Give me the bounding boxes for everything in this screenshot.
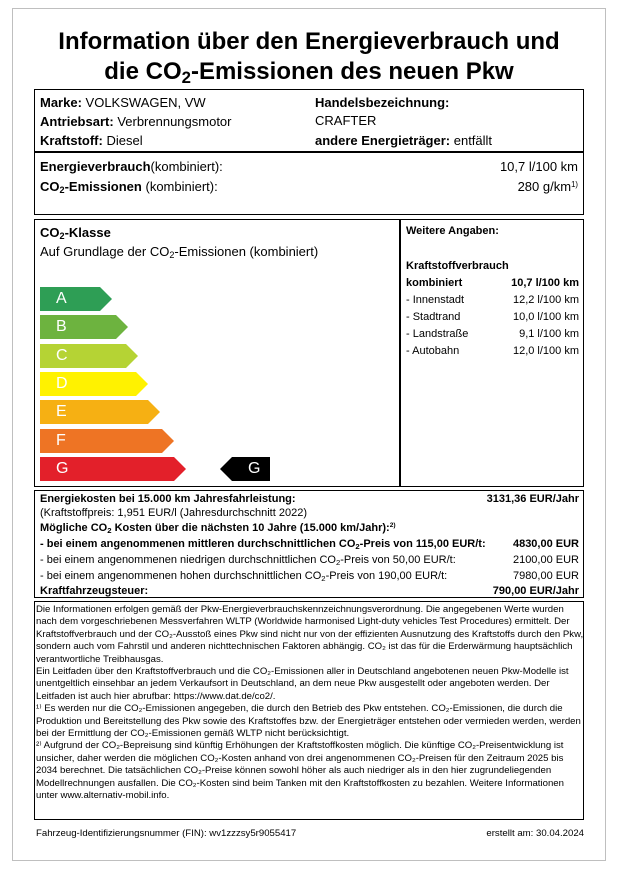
class-arrow-c-label: C bbox=[56, 347, 68, 364]
class-arrow-a-label: A bbox=[56, 290, 67, 307]
class-arrow-e-label: E bbox=[56, 403, 67, 420]
class-arrow-g bbox=[40, 457, 186, 481]
trade-name-value: CRAFTER bbox=[315, 113, 377, 128]
legal-paragraph-2: Ein Leitfaden über den Kraftstoffverbrauch und die CO₂-Emissionen aller in Deutschland angebotenen neuen Pkw-Modelle ist unentgeltlich einsehbar an jedem Verkaufsort in Deutschland, an dem neue Pkw ausgestellt oder angeboten werden. Der Leitfaden ist auch hier abrufbar: https://www.dat.de/co2/. bbox=[36, 666, 569, 702]
fuel-price-note: (Kraftstoffpreis: 1,951 EUR/l (Jahresdurchschnitt 2022) bbox=[40, 507, 307, 519]
brand-label: Marke: bbox=[40, 95, 82, 110]
fuel-consumption-heading: Kraftstoffverbrauch bbox=[406, 260, 509, 272]
class-arrow-d bbox=[40, 372, 148, 396]
class-arrow-c-fill bbox=[40, 344, 138, 368]
trade-name-label: Handelsbezeichnung: bbox=[315, 95, 450, 110]
energy-costs-value: 3131,36 EUR/Jahr bbox=[486, 493, 579, 505]
legal-footnote-1: ¹⁾ Es werden nur die CO₂-Emissionen angegeben, die durch den Betrieb des Pkw entstehen. CO₂-Emissionen, die durch die Produktion und Bereitstellung des Pkw sowie des Kraftstoffes bzw. der Energieträger entstehen oder vermieden werden, werden bei der Ermittlung der CO₂-Emissionen gemäß WLTP nicht berücksichtigt. bbox=[36, 703, 581, 740]
class-arrow-b-label: B bbox=[56, 318, 67, 335]
other-energy-row bbox=[315, 133, 492, 149]
energy-consumption-row bbox=[40, 159, 223, 175]
class-arrow-b-shape bbox=[40, 315, 128, 339]
fuel-row bbox=[40, 133, 143, 149]
legal-footnote-2: ²⁾ Aufgrund der CO₂-Bepreisung sind künftig Erhöhungen der Kraftstoffkosten möglich. Die künftige CO₂-Preisentwicklung ist unsicher, daher werden die möglichen CO₂-Kosten anhand von drei angenommenen CO₂-Preisen für den Zeitraum 2025 bis 2034 berechnet. Die tatsächlichen CO₂-Preise können sowohl höher als auch niedriger als in den hier zugrundeliegenden Modellrechnungen ausfallen. Die CO₂-Kosten sind beim Tanken mit den Kraftstoffkosten zu bezahlen. Weitere Informationen unter www.alternativ-mobil.info. bbox=[36, 740, 564, 802]
combined-label: kombiniert bbox=[406, 277, 463, 289]
class-arrow-b bbox=[40, 315, 128, 339]
co2-cost-low-value: 2100,00 EUR bbox=[512, 554, 579, 566]
motorway-value: 12,0 l/100 km bbox=[512, 345, 579, 357]
vin-label: Fahrzeug-Identifizierungsnummer (FIN): bbox=[36, 828, 207, 839]
co2-emissions-suffix: (kombiniert): bbox=[145, 179, 218, 194]
co2-cost-low-label: - bei einem angenommenen niedrigen durchschnittlichen $CO_2$-Preis von 50,00 EUR/t: bbox=[40, 554, 456, 567]
vehicle-tax-value: 790,00 EUR/Jahr bbox=[492, 585, 579, 597]
city-label: - Innenstadt bbox=[406, 294, 465, 306]
co2-emissions-value: 280 $g/km^{1)}$ bbox=[517, 179, 578, 194]
energy-consumption-suffix: (kombiniert): bbox=[150, 159, 223, 174]
class-arrow-c bbox=[40, 344, 138, 368]
rural-value: 9,1 l/100 km bbox=[519, 328, 579, 340]
title-line-1: Information über den Energieverbrauch und bbox=[58, 28, 560, 55]
motorway-label: - Autobahn bbox=[406, 345, 460, 357]
vin-row bbox=[36, 828, 296, 840]
further-details-heading: Weitere Angaben: bbox=[406, 225, 499, 237]
drive-value: Verbrennungsmotor bbox=[117, 114, 232, 129]
other-energy-label: andere Energieträger: bbox=[315, 133, 451, 148]
class-arrow-b-fill bbox=[40, 315, 128, 339]
current-class-marker-label: G bbox=[248, 460, 261, 477]
suburban-label: - Stadtrand bbox=[406, 311, 461, 323]
co2-cost-mid-value: 4830,00 EUR bbox=[512, 538, 579, 550]
created-label: erstellt am: bbox=[486, 828, 534, 839]
page-title bbox=[0, 27, 618, 89]
drive-label: Antriebsart: bbox=[40, 114, 114, 129]
energy-consumption-label: Energieverbrauch bbox=[40, 159, 151, 174]
brand-row bbox=[40, 95, 206, 111]
combined-value: 10,7 l/100 km bbox=[511, 277, 579, 289]
brand-value: VOLKSWAGEN, VW bbox=[85, 95, 206, 110]
co2-class-heading: $CO_2$-Klasse bbox=[40, 225, 111, 242]
rural-label: - Landstraße bbox=[406, 328, 469, 340]
created-value: 30.04.2024 bbox=[535, 828, 584, 839]
possible-co2-costs-label: Mögliche $CO_2$ Kosten über die nächsten 10 Jahre (15.000 km/Jahr):$^{2)}$ bbox=[40, 522, 396, 535]
class-arrow-a-fill bbox=[40, 287, 112, 311]
legal-notes bbox=[36, 604, 584, 803]
class-arrow-a-shape bbox=[40, 287, 112, 311]
co2-class-basis: Auf Grundlage der $CO_2$-Emissionen (kombiniert) bbox=[40, 244, 319, 261]
class-arrow-f-label: F bbox=[56, 432, 66, 449]
title-line-2: die $CO_2$-Emissionen des neuen Pkw bbox=[104, 58, 514, 88]
class-arrow-d-label: D bbox=[56, 375, 68, 392]
class-arrow-g-label: G bbox=[56, 460, 69, 477]
created-date bbox=[486, 828, 584, 840]
fuel-label: Kraftstoff: bbox=[40, 133, 103, 148]
fuel-value: Diesel bbox=[106, 133, 143, 148]
drive-row bbox=[40, 114, 232, 130]
energy-consumption-value: 10,7 l/100 km bbox=[499, 159, 578, 174]
class-arrow-f bbox=[40, 429, 174, 453]
suburban-value: 10,0 l/100 km bbox=[512, 311, 579, 323]
co2-cost-mid-label: - bei einem angenommenen mittleren durchschnittlichen $CO_2$-Preis von 115,00 EUR/t: bbox=[40, 538, 486, 551]
vin-value: wv1zzzsy5r9055417 bbox=[209, 828, 297, 839]
legal-paragraph-1: Die Informationen erfolgen gemäß der Pkw-Energieverbrauchskennzeichnungsverordnung. Die angegebenen Werte wurden nach dem vorgeschriebenen Messverfahren WLTP (Worldwide harmonised Light-duty vehicles Test Procedures) ermittelt. Der Kraftstoffverbrauch und der CO₂-Ausstoß eines Pkw sind nicht nur von der effizienten Ausnutzung des Kraftstoffs durch den Pkw, sondern auch vom Fahrstil und anderen nichttechnischen Faktoren abhängig. CO₂ ist das für die Erderwärmung hauptsächlich verantwortliche Treibhausgas. bbox=[36, 604, 584, 665]
class-arrow-e bbox=[40, 400, 160, 424]
current-class-marker bbox=[220, 457, 270, 481]
energy-costs-label: Energiekosten bei 15.000 km Jahresfahrleistung: bbox=[40, 493, 296, 505]
vehicle-tax-label: Kraftfahrzeugsteuer: bbox=[40, 585, 149, 597]
other-energy-value: entfällt bbox=[453, 133, 493, 148]
current-class-marker-fill bbox=[220, 457, 270, 481]
class-arrow-c-shape bbox=[40, 344, 138, 368]
co2-emissions-row bbox=[40, 179, 218, 196]
city-value: 12,2 l/100 km bbox=[512, 294, 579, 306]
co2-cost-high-value: 7980,00 EUR bbox=[512, 570, 579, 582]
co2-cost-high-label: - bei einem angenommenen hohen durchschnittlichen $CO_2$-Preis von 190,00 EUR/t: bbox=[40, 570, 448, 583]
co2-emissions-label: $CO_2$-Emissionen bbox=[40, 179, 142, 196]
class-arrow-a bbox=[40, 287, 112, 311]
current-class-marker-shape bbox=[220, 457, 270, 481]
